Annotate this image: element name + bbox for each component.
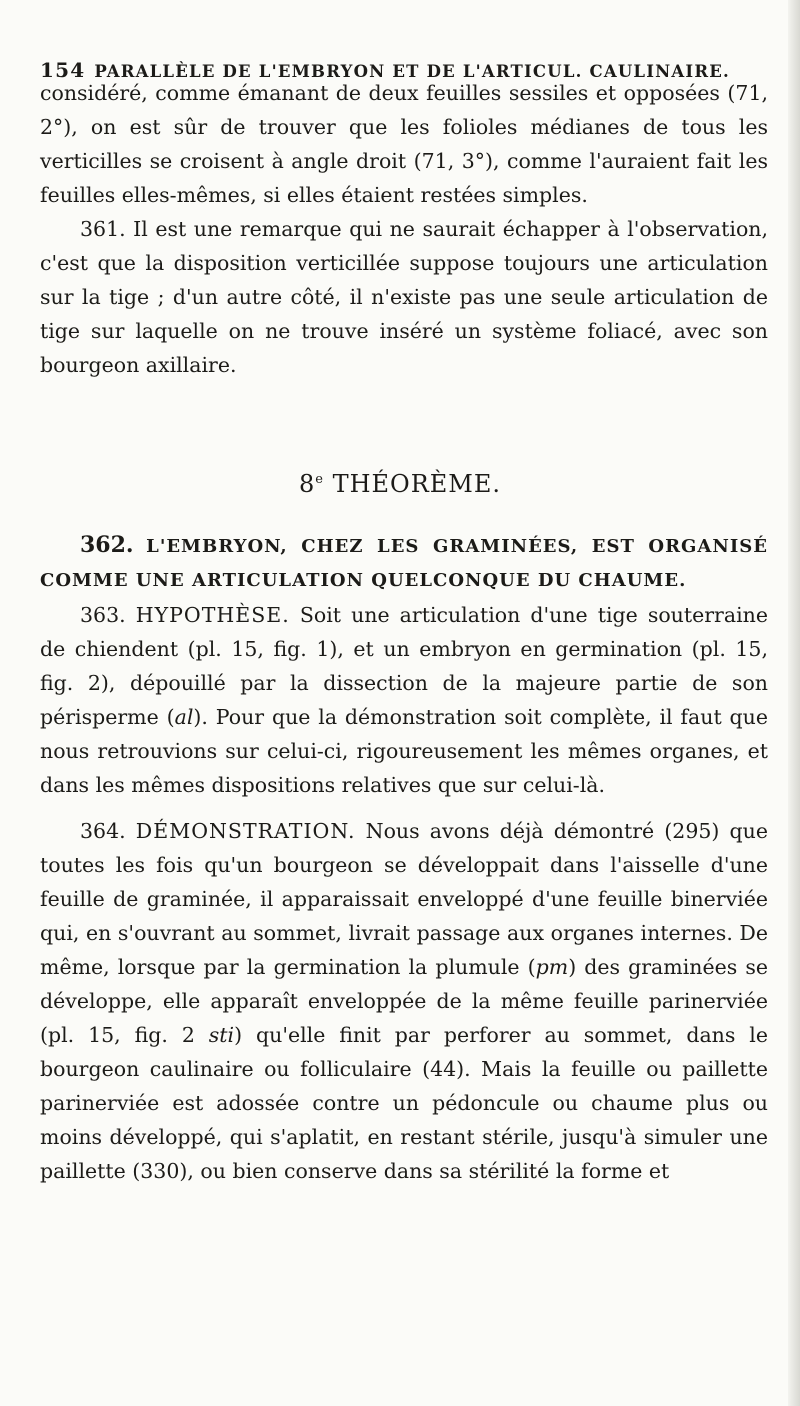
paragraph-364-number: 364. xyxy=(80,819,126,843)
paragraph-364-italic-a: pm xyxy=(535,955,569,979)
paragraph-364-label: DÉMONSTRATION. xyxy=(135,819,356,843)
paragraph-363-label: HYPOTHÈSE. xyxy=(135,603,290,627)
paragraph-364-italic-b: sti xyxy=(208,1023,235,1047)
paragraph-362-number: 362. xyxy=(80,532,134,558)
paragraph-364-text-b: ) des graminées se développe, elle apparaît enveloppée de la même feuille parinerviée (pl. 15, fig. 2 xyxy=(40,955,768,1047)
theorem-number-suffix: e xyxy=(315,472,324,487)
body-text-top xyxy=(40,76,768,382)
paragraph-362 xyxy=(40,528,768,598)
page-number: 154 xyxy=(40,58,86,82)
paragraph-361: 361. Il est une remarque qui ne saurait échapper à l'observation, c'est que la disposition verticillée suppose toujours une articulation sur la tige ; d'un autre côté, il n'existe pas une seule articulation de tige sur laquelle on ne trouve inséré un système foliacé, avec son bourgeon axillaire. xyxy=(40,217,768,377)
paragraph-364-text-c: ) qu'elle finit par perforer au sommet, dans le bourgeon caulinaire ou folliculaire (44). Mais la feuille ou paillette parinerviée est adossée contre un pédoncule ou chaume plus ou moins développé, qui s'aplatit, en restant stérile, jusqu'à simuler une paillette (330), ou bien conserve dans sa stérilité la forme et xyxy=(40,1023,768,1183)
paragraph-364-text-a: Nous avons déjà démontré (295) que toutes les fois qu'un bourgeon se développait dans l'aisselle d'une feuille de graminée, il apparaissait enveloppé d'une feuille binerviée qui, en s'ouvrant au sommet, livrait passage aux organes internes. De même, lorsque par la germination la plumule ( xyxy=(40,819,768,979)
running-head-title: PARALLÈLE DE L'EMBRYON ET DE L'ARTICUL. CAULINAIRE. xyxy=(94,62,730,81)
paragraph-363 xyxy=(40,598,768,802)
paragraph-intro: considéré, comme émanant de deux feuilles sessiles et opposées (71, 2°), on est sûr de trouver que les folioles médianes de tous les verticilles se croisent à angle droit (71, 3°), comme l'auraient fait les feuilles elles-mêmes, si elles étaient restées simples. xyxy=(40,81,768,207)
paragraph-363-text-b: ). Pour que la démonstration soit complète, il faut que nous retrouvions sur celui-ci, rigoureusement les mêmes organes, et dans les mêmes dispositions relatives que sur celui-là. xyxy=(40,705,768,797)
paragraph-363-text-a: Soit une articulation d'une tige souterraine de chiendent (pl. 15, fig. 1), et un embryon en germination (pl. 15, fig. 2), dépouillé par la dissection de la majeure partie de son périsperme ( xyxy=(40,603,768,729)
theorem-heading xyxy=(0,470,800,498)
paragraph-362-text: L'EMBRYON, CHEZ LES GRAMINÉES, EST ORGANISÉ COMME UNE ARTICULATION QUELCONQUE DU CHAUME. xyxy=(40,536,768,591)
paragraph-364 xyxy=(40,814,768,1188)
paragraph-363-italic-a: al xyxy=(174,705,194,729)
theorem-number: 8 xyxy=(298,470,316,498)
paragraph-363-number: 363. xyxy=(80,603,126,627)
theorem-label: THÉORÈME. xyxy=(332,470,502,498)
page-edge-shadow xyxy=(788,0,800,1406)
body-text-bottom xyxy=(40,598,768,1188)
